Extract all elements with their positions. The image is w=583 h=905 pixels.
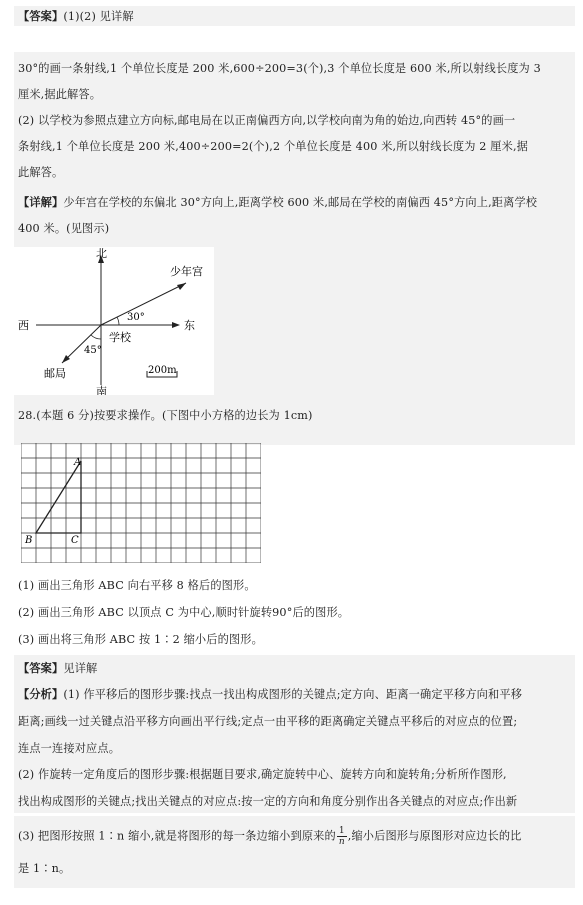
angle-45-label: 45° (84, 345, 102, 356)
vertex-b-label: B (25, 535, 33, 546)
analysis-line4: (2) 作旋转一定角度后的图形步骤:根据题目要求,确定旋转中心、旋转方向和旋转角;分析所作图形, (18, 768, 507, 781)
scale-label: 200m (148, 365, 177, 376)
part3-line1 (18, 826, 522, 847)
square-grid (21, 443, 261, 563)
task-2: (2) 画出三角形 ABC 以顶点 C 为中心,顺时针旋转90°后的图形。 (18, 606, 350, 619)
analysis-text: (1) 作平移后的图形步骤:找点一找出构成图形的关键点;定方向、距离一确定平移方向和平移 (63, 688, 523, 701)
para2-line2: 条射线,1 个单位长度是 200 米,400÷200=2(个),2 个单位长度是 400 米,所以射线长度为 2 厘米,据 (18, 140, 528, 153)
answer-tag: 【答案】 (18, 9, 64, 23)
triangle-abc (36, 461, 81, 533)
detail-line2: 400 米。(见图示) (18, 222, 110, 235)
task-1: (1) 画出三角形 ABC 向右平移 8 格后的图形。 (18, 579, 256, 592)
para2-line1: (2) 以学校为参照点建立方向标,邮电局在以正南偏西方向,以学校向南为角的始边,向西转 45°的画一 (18, 114, 516, 127)
answer2-text: 见详解 (63, 662, 98, 675)
answer2-line (18, 661, 97, 676)
west-label: 西 (18, 319, 29, 332)
fraction-one-over-n (337, 826, 347, 847)
north-label: 北 (96, 247, 107, 260)
south-label: 南 (96, 385, 107, 395)
post-office-label: 邮局 (44, 367, 66, 380)
part3-post: ,缩小后图形与原图形对应边长的比 (347, 829, 522, 843)
answer2-tag: 【答案】 (18, 661, 64, 675)
part3-line2: 是 1∶n。 (18, 862, 71, 875)
analysis-line3: 连点一连接对应点。 (18, 742, 121, 755)
school-label: 学校 (109, 331, 131, 344)
compass-diagram (14, 247, 214, 395)
answer-line (18, 9, 134, 24)
analysis-line2: 距离;画线一过关键点沿平移方向画出平行线;定点一由平移的距离确定关键点平移后的对应点的位置; (18, 715, 518, 728)
east-label: 东 (184, 319, 195, 332)
q28-title: 28.(本题 6 分)按要求操作。(下图中小方格的边长为 1cm) (18, 409, 313, 422)
answer-text: (1)(2) 见详解 (63, 10, 134, 23)
para2-line3: 此解答。 (18, 166, 64, 179)
vertex-c-label: C (71, 535, 79, 546)
analysis-line1 (18, 687, 522, 702)
task-3: (3) 画出将三角形 ABC 按 1∶2 缩小后的图形。 (18, 633, 263, 646)
analysis-line5: 找出构成图形的关键点;找出关键点的对应点:按一定的方向和角度分别作出各关键点的对应点;作出新 (18, 795, 518, 808)
answer-analysis-band (14, 655, 575, 813)
angle-30-label: 30° (127, 312, 145, 323)
detail-tag: 【详解】 (18, 195, 64, 209)
para1-line2: 厘米,据此解答。 (18, 88, 102, 101)
analysis-tag: 【分析】 (18, 687, 64, 701)
fraction-numerator: 1 (338, 826, 345, 836)
youth-palace-label: 少年宫 (170, 265, 203, 278)
detail-line1 (18, 195, 537, 210)
part3-pre: (3) 把图形按照 1∶n 缩小,就是将图形的每一条边缩小到原来的 (18, 829, 336, 843)
fraction-denominator: n (338, 837, 345, 847)
detail-text: 少年宫在学校的东偏北 30°方向上,距离学校 600 米,邮局在学校的南偏西 45°方向上,距离学校 (63, 196, 538, 209)
vertex-a-label: A (74, 457, 82, 468)
para1-line1: 30°的画一条射线,1 个单位长度是 200 米,600÷200=3(个),3 个单位长度是 600 米,所以射线长度为 3 (18, 62, 541, 75)
